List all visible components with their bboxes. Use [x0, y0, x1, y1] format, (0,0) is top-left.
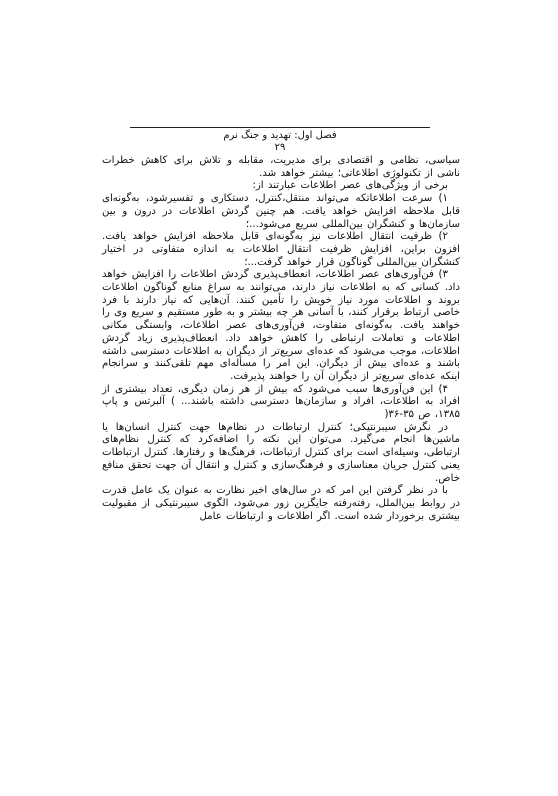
paragraph: در نگرش سیبرنتیکی؛ کنترل ارتباطات در نظام‌ها جهت کنترل انسان‌ها یا ماشین‌ها انجام می‌گیرد. می‌توان این نکته را اضافه‌کرد که کنترل نظام‌های ارتباطی، وسیله‌ای است برای کنترل ارتباطات، فرهنگ‌ها و رفتارها. کنترل ارتباطات یعنی کنترل جریان معناسازی و فرهنگ‌سازی و کنترل و انتقال آن جهت تحقق منافع خاص.: [102, 421, 460, 484]
chapter-title: فصل اول: تهدید و جنگ نرم: [223, 130, 337, 141]
paragraph: ۱) سرعت اطلاعاتکه می‌تواند منتقل،کنترل، دستکاری و تفسیرشود، به‌گونه‌ای قابل ملاحظه افزایش خواهد یافت. هم چنین گردش اطلاعات در درون و بین سازمان‌ها و کنشگران بین‌المللی سریع می‌شود...؛: [102, 193, 460, 230]
paragraph: ۲) ظرفیت انتقال اطلاعات نیز به‌گونه‌ای قابل ملاحظه افزایش خواهد یافت. افزون براین، افزایش ظرفیت انتقال اطلاعات به اندازه متفاوتی در اختیار کنشگران بین‌المللی گوناگون قرار خواهد گرفت...؛: [102, 231, 460, 268]
paragraph: ۴) این فن‌آوری‌ها سبب می‌شود که بیش از هر زمان دیگری، تعداد بیشتری از افراد به اطلاعات، افراد و سازمان‌ها دسترسی داشته باشند... ) آلبرتس و پاپ ۱۳۸۵، ص ۳۵-۳۶(: [102, 383, 460, 421]
paragraph: برخی از ویژگی‌های عصر اطلاعات عبارتند از:: [252, 180, 448, 192]
body-text: [102, 155, 460, 523]
paragraph: با در نظر گرفتن این امر که در سال‌های اخیر نظارت به عنوان یک عامل قدرت در روابط بین‌الملل، رفته‌رفته جایگزین زور می‌شود، الگوی سیبرنتیکی از مقبولیت بیشتری برخوردار شده است. اگر اطلاعات و ارتباطات عامل: [102, 485, 460, 522]
paragraph: ۳) فن‌آوری‌های عصر اطلاعات، انعطاف‌پذیری گردش اطلاعات را افزایش خواهد داد. کسانی که به اطلاعات نیاز دارند، می‌توانند به سراغ منابع گوناگون اطلاعات بروند و اطلاعات مورد نیاز خویش را تأمین کنند. آن‌هایی که نیاز دارند با فرد خاصی ارتباط برقرار کنند، با آسانی هر چه بیشتر و به طور مستقیم و سریع وی را خواهند یافت. به‌گونه‌ای متفاوت، فن‌آوری‌های عصر اطلاعات، وابستگی مکانی اطلاعات و تعاملات ارتباطی را کاهش خواهد داد. انعطاف‌پذیری زیاد گردش اطلاعات، موجب می‌شود که عده‌ای سریع‌تر از دیگران به اطلاعات دسترسی داشته باشند و عده‌ای بیش از دیگران. این امر را مسأله‌ای مهم تلقی‌کنند و سرانجام اینکه عده‌ای سریع‌تر از دیگران آن را خواهند پذیرفت.: [102, 269, 460, 382]
paragraph: سیاسی، نظامی و اقتصادی برای مدیریت، مقابله و تلاش برای کاهش خطرات ناشی از تکنولوژی اطلاعاتی؛ بیشتر خواهد شد.: [102, 155, 460, 179]
page-number: ۲۹: [274, 142, 286, 153]
header-rule: [130, 127, 430, 128]
